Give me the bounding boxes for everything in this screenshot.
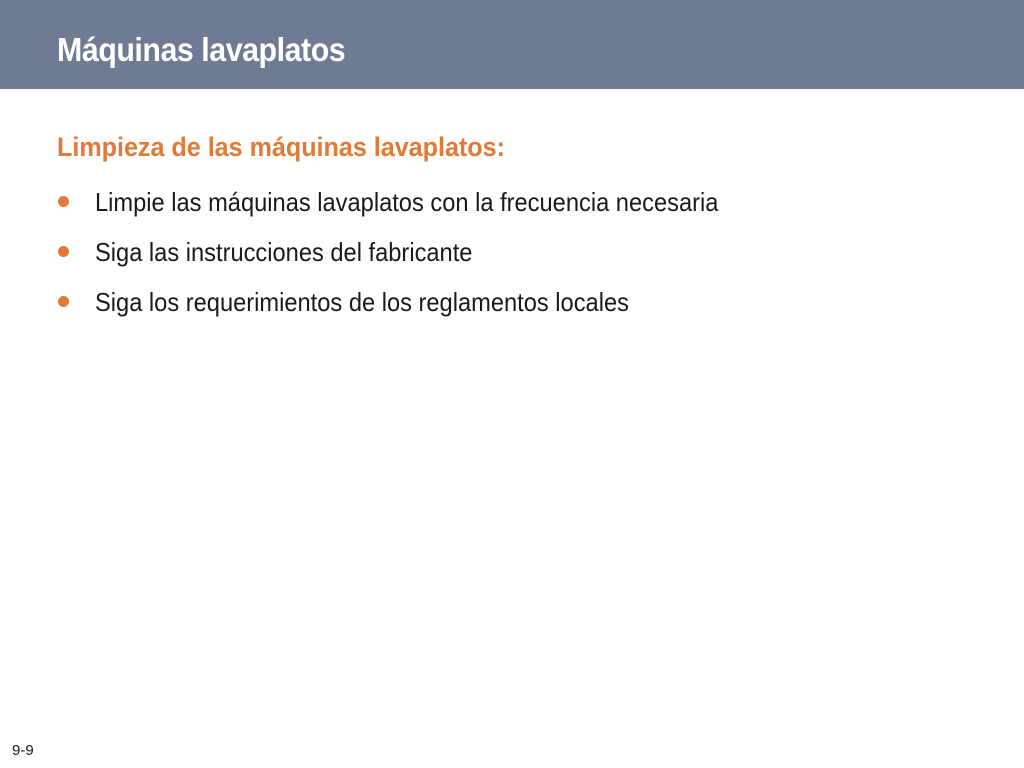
bullet-text: Siga los requerimientos de los reglamentos locales xyxy=(95,287,629,317)
bullet-list xyxy=(57,177,977,327)
page-number: 9-9 xyxy=(12,742,34,759)
bullet-text: Siga las instrucciones del fabricante xyxy=(95,237,473,267)
bullet-item xyxy=(57,227,977,277)
slide-title: Máquinas lavaplatos xyxy=(57,31,346,68)
slide-content xyxy=(57,127,977,327)
bullet-text: Limpie las máquinas lavaplatos con la frecuencia necesaria xyxy=(95,187,719,217)
bullet-item xyxy=(57,177,977,227)
title-bar xyxy=(0,0,1024,89)
bullet-dot-icon xyxy=(58,296,69,307)
bullet-item xyxy=(57,277,977,327)
section-heading: Limpieza de las máquinas lavaplatos: xyxy=(57,132,505,162)
bullet-dot-icon xyxy=(58,246,69,257)
bullet-dot-icon xyxy=(58,196,69,207)
